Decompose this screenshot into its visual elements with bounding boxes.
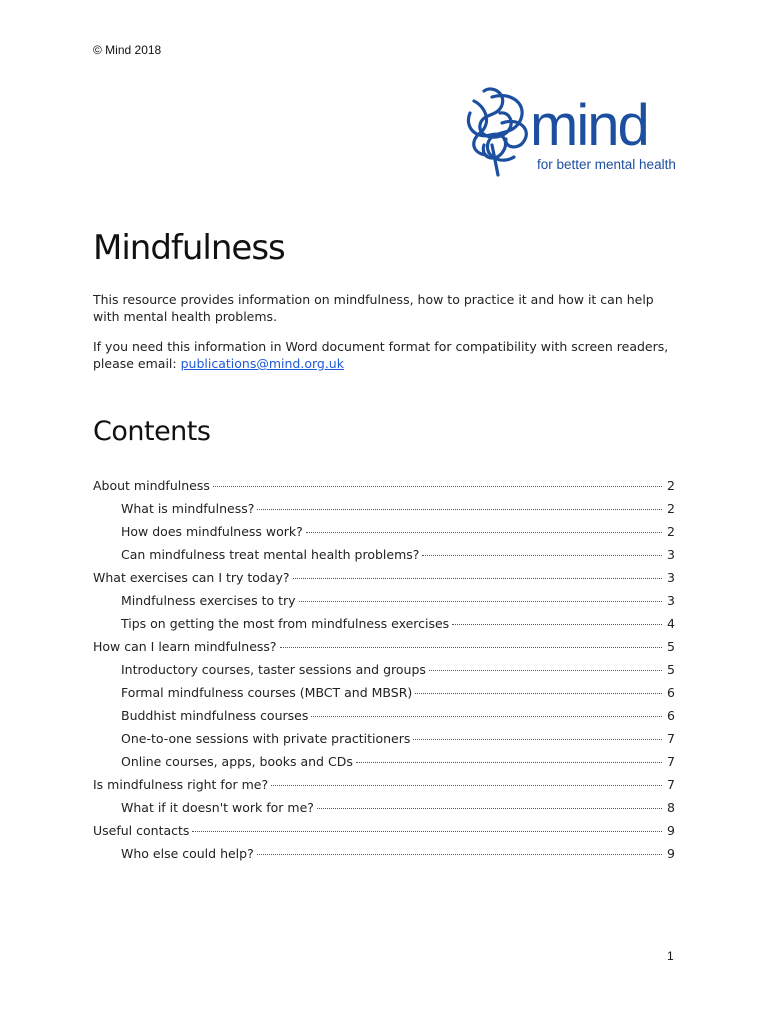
toc-entry[interactable] bbox=[93, 731, 675, 754]
toc-entry[interactable] bbox=[93, 593, 675, 616]
toc-entry-page: 6 bbox=[667, 685, 675, 700]
toc-entry[interactable] bbox=[93, 639, 675, 662]
page-title: Mindfulness bbox=[93, 228, 285, 268]
toc-entry[interactable] bbox=[93, 570, 675, 593]
toc-leader-dots bbox=[356, 762, 662, 763]
toc-entry-label: Who else could help? bbox=[121, 846, 254, 861]
toc-entry-page: 9 bbox=[667, 846, 675, 861]
toc-entry[interactable] bbox=[93, 754, 675, 777]
toc-leader-dots bbox=[422, 555, 662, 556]
toc-entry-label: Introductory courses, taster sessions and groups bbox=[121, 662, 426, 677]
toc-entry-page: 5 bbox=[667, 662, 675, 677]
toc-entry-page: 3 bbox=[667, 547, 675, 562]
toc-entry-label: What is mindfulness? bbox=[121, 501, 255, 516]
toc-entry[interactable] bbox=[93, 708, 675, 731]
toc-entry-label: What if it doesn't work for me? bbox=[121, 800, 314, 815]
toc-entry-page: 7 bbox=[667, 777, 675, 792]
table-of-contents bbox=[93, 478, 675, 869]
logo-tagline: for better mental health bbox=[537, 157, 676, 172]
toc-leader-dots bbox=[213, 486, 662, 487]
toc-entry-page: 3 bbox=[667, 570, 675, 585]
toc-entry-page: 2 bbox=[667, 478, 675, 493]
toc-entry-page: 2 bbox=[667, 501, 675, 516]
toc-entry-label: How does mindfulness work? bbox=[121, 524, 303, 539]
toc-entry-label: Buddhist mindfulness courses bbox=[121, 708, 309, 723]
mind-swirl-icon bbox=[462, 83, 540, 181]
toc-entry[interactable] bbox=[93, 777, 675, 800]
toc-entry[interactable] bbox=[93, 800, 675, 823]
toc-entry-label: Online courses, apps, books and CDs bbox=[121, 754, 353, 769]
toc-entry-page: 4 bbox=[667, 616, 675, 631]
toc-entry[interactable] bbox=[93, 616, 675, 639]
toc-entry-page: 6 bbox=[667, 708, 675, 723]
toc-leader-dots bbox=[317, 808, 662, 809]
toc-entry-label: Is mindfulness right for me? bbox=[93, 777, 269, 792]
page-number: 1 bbox=[667, 949, 674, 963]
toc-leader-dots bbox=[280, 647, 662, 648]
toc-entry-label: About mindfulness bbox=[93, 478, 210, 493]
toc-entry-page: 8 bbox=[667, 800, 675, 815]
toc-entry[interactable] bbox=[93, 846, 675, 869]
toc-entry[interactable] bbox=[93, 501, 675, 524]
toc-leader-dots bbox=[257, 509, 662, 510]
toc-leader-dots bbox=[311, 716, 662, 717]
accessibility-text: If you need this information in Word document format for compatibility with screen readers, please email: bbox=[93, 339, 669, 371]
toc-entry-label: One-to-one sessions with private practitioners bbox=[121, 731, 411, 746]
toc-leader-dots bbox=[429, 670, 662, 671]
toc-leader-dots bbox=[192, 831, 662, 832]
toc-entry[interactable] bbox=[93, 547, 675, 570]
toc-entry-page: 7 bbox=[667, 731, 675, 746]
email-link[interactable]: publications@mind.org.uk bbox=[180, 356, 344, 371]
toc-entry[interactable] bbox=[93, 478, 675, 501]
toc-entry-page: 7 bbox=[667, 754, 675, 769]
toc-entry[interactable] bbox=[93, 662, 675, 685]
logo-wordmark: mind bbox=[530, 93, 648, 158]
toc-leader-dots bbox=[257, 854, 662, 855]
toc-entry-label: Useful contacts bbox=[93, 823, 190, 838]
toc-leader-dots bbox=[271, 785, 662, 786]
toc-entry-label: Tips on getting the most from mindfulness exercises bbox=[121, 616, 450, 631]
contents-heading: Contents bbox=[93, 416, 211, 447]
toc-entry-label: How can I learn mindfulness? bbox=[93, 639, 277, 654]
toc-leader-dots bbox=[299, 601, 662, 602]
toc-leader-dots bbox=[413, 739, 662, 740]
toc-entry-page: 3 bbox=[667, 593, 675, 608]
copyright-notice: © Mind 2018 bbox=[93, 43, 162, 57]
toc-leader-dots bbox=[415, 693, 662, 694]
toc-entry[interactable] bbox=[93, 524, 675, 547]
toc-entry-page: 5 bbox=[667, 639, 675, 654]
toc-entry-label: What exercises can I try today? bbox=[93, 570, 290, 585]
toc-leader-dots bbox=[306, 532, 662, 533]
mind-logo bbox=[462, 83, 678, 181]
toc-entry-label: Formal mindfulness courses (MBCT and MBSR) bbox=[121, 685, 413, 700]
toc-leader-dots bbox=[452, 624, 662, 625]
toc-entry-page: 2 bbox=[667, 524, 675, 539]
toc-entry-label: Can mindfulness treat mental health problems? bbox=[121, 547, 420, 562]
intro-paragraph: This resource provides information on mindfulness, how to practice it and how it can help with mental health problems. bbox=[93, 292, 654, 324]
toc-entry[interactable] bbox=[93, 685, 675, 708]
toc-entry[interactable] bbox=[93, 823, 675, 846]
accessibility-paragraph bbox=[93, 338, 683, 372]
toc-entry-label: Mindfulness exercises to try bbox=[121, 593, 296, 608]
toc-entry-page: 9 bbox=[667, 823, 675, 838]
toc-leader-dots bbox=[293, 578, 662, 579]
